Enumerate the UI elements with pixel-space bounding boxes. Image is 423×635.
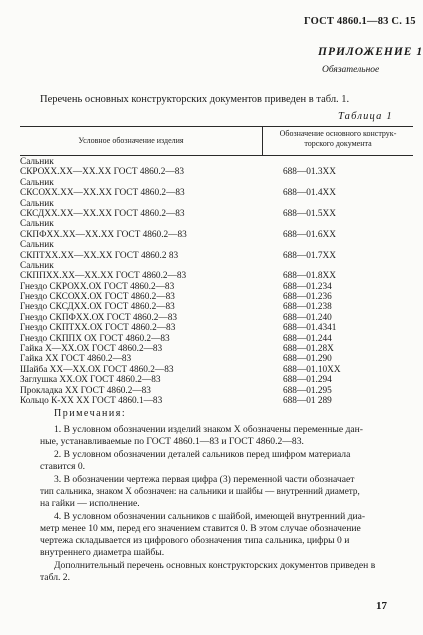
table-row: [0, 313, 423, 323]
note-line: на гайки — исполнение.: [40, 498, 140, 509]
table-row: [0, 178, 423, 188]
table-row: [0, 344, 423, 354]
table-body: [0, 157, 423, 406]
designation-cell: Кольцо К-ХХ ХХ ГОСТ 4860.1—83: [20, 395, 163, 406]
document-cell: 688—01.234: [283, 281, 332, 292]
note-line: метр менее 10 мм, перед его значением ставится 0. В этом случае обозначение: [40, 523, 361, 534]
note-line: чертежа складывается из цифрового обозначения типа сальника, цифры 0 и: [40, 535, 350, 546]
designation-cell: Сальник: [20, 260, 54, 271]
document-cell: 688—01.290: [283, 354, 332, 365]
table-row: [0, 302, 423, 312]
document-cell: 688—01.28Х: [283, 344, 334, 355]
designation-cell: Гайка ХХ ГОСТ 4860.2—83: [20, 354, 132, 365]
table-row: [0, 240, 423, 250]
table-row: [0, 271, 423, 281]
note-line: 3. В обозначении чертежа первая цифра (3) переменной части обозначает: [54, 474, 355, 485]
table-header-document-line2: торского документа: [304, 139, 372, 148]
table-row: [0, 334, 423, 344]
designation-cell: Сальник: [20, 240, 54, 251]
note-line: 4. В условном обозначении сальников с шайбой, имеющей внутренний диа-: [54, 511, 366, 522]
table-row: [0, 292, 423, 302]
table-row: [0, 251, 423, 261]
designation-cell: СКСОХХ.ХХ—ХХ.ХХ ГОСТ 4860.2—83: [20, 188, 185, 199]
designation-cell: Сальник: [20, 198, 54, 209]
table-row: [0, 188, 423, 198]
designation-cell: Гнездо СКРОХХ.ОХ ГОСТ 4860.2—83: [20, 281, 175, 292]
appendix-title: ПРИЛОЖЕНИЕ 1: [318, 46, 423, 58]
designation-cell: Гнездо СКСОХХ.ОХ ГОСТ 4860.2—83: [20, 292, 175, 303]
table-row: [0, 323, 423, 333]
table-row: [0, 157, 423, 167]
table-row: [0, 261, 423, 271]
appendix-status: Обязательное: [322, 65, 380, 75]
document-cell: 688—01.4341: [283, 323, 337, 334]
designation-cell: Гнездо СКПТХХ.ОХ ГОСТ 4860.2—83: [20, 323, 176, 334]
note-line: тип сальника, знаком Х обозначен: на сальники и шайбы — внутренний диаметр,: [40, 486, 360, 496]
table-header-document: [263, 129, 413, 149]
table-label: Таблица 1: [338, 111, 393, 122]
document-cell: 688—01.244: [283, 333, 332, 344]
designation-cell: Сальник: [20, 177, 54, 188]
table-row: [0, 219, 423, 229]
document-cell: 688—01.295: [283, 385, 332, 396]
document-cell: 688—01.10ХХ: [283, 364, 341, 375]
notes-title: Примечания:: [54, 408, 127, 419]
table-header-designation: Условное обозначение изделия: [78, 136, 184, 145]
table-row: [0, 365, 423, 375]
table-row: [0, 199, 423, 209]
document-cell: 688—01.7ХХ: [283, 250, 336, 261]
table-top-rule: [20, 126, 413, 127]
page-number: 17: [376, 600, 387, 612]
designation-cell: Гайка Х—ХХ.ОХ ГОСТ 4860.2—83: [20, 344, 163, 355]
document-cell: 688—01.6ХХ: [283, 229, 336, 240]
document-header: ГОСТ 4860.1—83 С. 15: [304, 16, 416, 27]
note-line: 2. В условном обозначении деталей сальников перед шифром материала: [54, 449, 351, 460]
note-line: ные, устанавливаемые по ГОСТ 4860.1—83 и ГОСТ 4860.2—83.: [40, 436, 304, 447]
document-cell: 688—01.238: [283, 302, 332, 313]
document-cell: 688—01.5ХХ: [283, 208, 336, 219]
document-cell: 688—01.3ХХ: [283, 167, 336, 178]
designation-cell: СКСДХХ.ХХ—ХХ.ХХ ГОСТ 4860.2—83: [20, 208, 185, 219]
table-header-document-line1: Обозначение основного конструк-: [279, 129, 397, 138]
designation-cell: Заглушка ХХ.ОХ ГОСТ 4860.2—83: [20, 375, 161, 386]
table-row: [0, 209, 423, 219]
table-row: [0, 167, 423, 177]
designation-cell: Гнездо СКППХ ОХ ГОСТ 4860.2—83: [20, 333, 170, 344]
designation-cell: СКПФХХ.ХХ—ХХ.ХХ ГОСТ 4860.2—83: [20, 229, 187, 240]
note-line: табл. 2.: [40, 572, 70, 583]
note-line: 1. В условном обозначении изделий знаком Х обозначены переменные дан-: [54, 424, 363, 435]
note-line: ставится 0.: [40, 461, 86, 472]
designation-cell: СКПТХХ.ХХ—ХХ.ХХ ГОСТ 4860.2 83: [20, 250, 179, 261]
document-cell: 688—01.240: [283, 312, 332, 323]
table-row: [0, 396, 423, 406]
document-cell: 688—01.294: [283, 375, 332, 386]
document-cell: 688—01 289: [283, 395, 332, 406]
document-cell: 688—01.8ХХ: [283, 271, 336, 282]
table-header-rule: [20, 155, 413, 156]
designation-cell: Сальник: [20, 157, 54, 167]
table-row: [0, 386, 423, 396]
note-line: внутреннего диаметра шайбы.: [40, 547, 165, 558]
table-row: [0, 375, 423, 385]
note-line: Дополнительный перечень основных конструкторских документов приведен в: [54, 560, 376, 571]
designation-cell: СКППХХ.ХХ—ХХ.ХХ ГОСТ 4860.2—83: [20, 271, 187, 282]
designation-cell: Гнездо СКСДХХ.ОХ ГОСТ 4860.2—83: [20, 302, 175, 313]
document-cell: 688—01.4ХХ: [283, 188, 336, 199]
designation-cell: Сальник: [20, 219, 54, 230]
table-row: [0, 354, 423, 364]
designation-cell: Гнездо СКПФХХ.ОХ ГОСТ 4860.2—83: [20, 312, 178, 323]
designation-cell: Шайба ХХ—ХХ.ОХ ГОСТ 4860.2—83: [20, 364, 174, 375]
document-cell: 688—01.236: [283, 292, 332, 303]
designation-cell: СКРОХХ.ХХ—ХХ.ХХ ГОСТ 4860.2—83: [20, 167, 184, 178]
intro-text: Перечень основных конструкторских документов приведен в табл. 1.: [40, 94, 350, 105]
designation-cell: Прокладка ХХ ГОСТ 4860.2—83: [20, 385, 151, 396]
table-row: [0, 282, 423, 292]
table-row: [0, 230, 423, 240]
